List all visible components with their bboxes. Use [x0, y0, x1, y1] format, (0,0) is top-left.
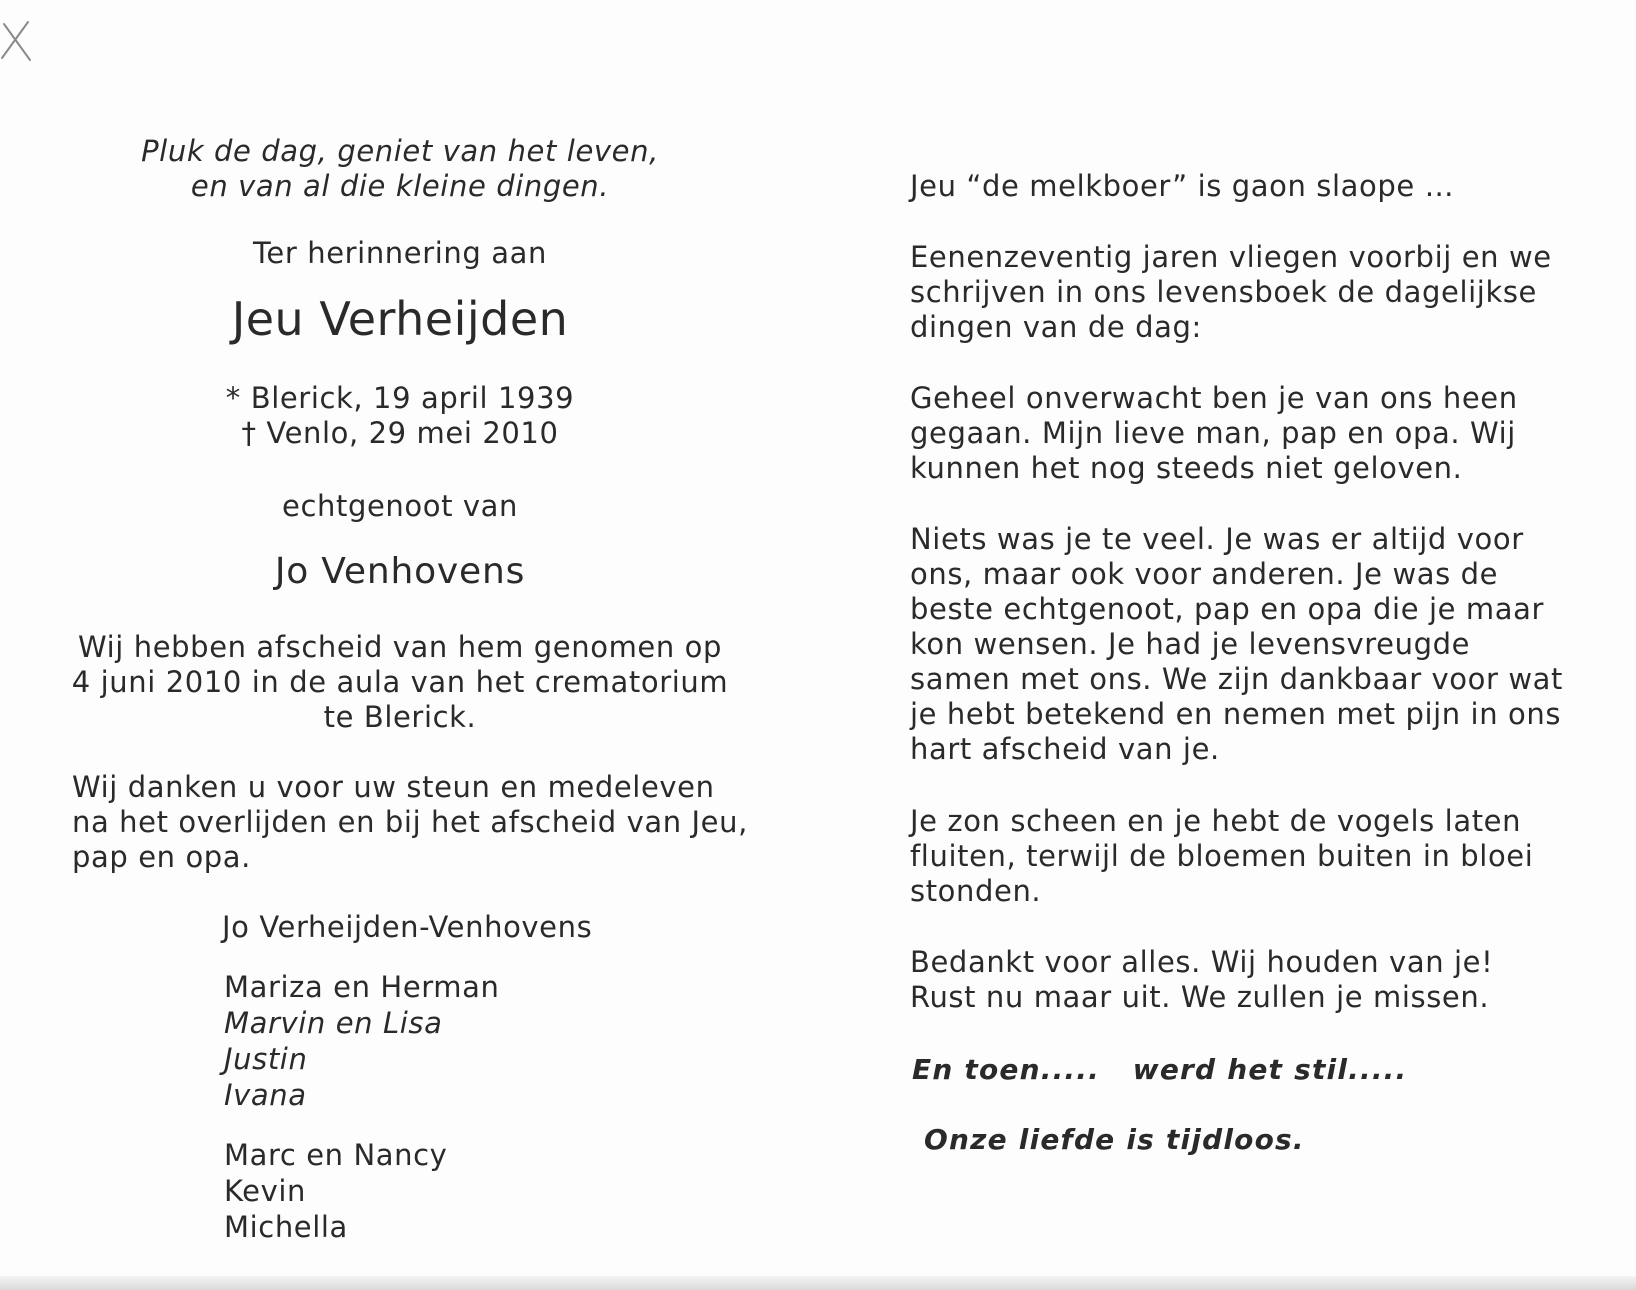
- handwritten-x-mark: [0, 18, 34, 64]
- para3-line: kon wensen. Je had je levensvreugde: [910, 627, 1471, 661]
- family-member: Michella: [224, 1210, 348, 1244]
- family-member: Marvin en Lisa: [224, 1006, 443, 1040]
- family-member: Marc en Nancy: [224, 1138, 448, 1172]
- thanks-line-3: pap en opa.: [72, 840, 251, 874]
- family-member: Justin: [224, 1042, 308, 1076]
- para3-line: Niets was je te veel. Je was er altijd voor: [910, 522, 1524, 556]
- quote-line-1: Pluk de dag, geniet van het leven,: [141, 134, 659, 168]
- family-member: Ivana: [224, 1078, 307, 1112]
- quote-line-2: en van al die kleine dingen.: [190, 169, 610, 203]
- closing-line-2: Onze liefde is tijdloos.: [924, 1123, 1305, 1156]
- spouse-name: Jo Venhovens: [274, 551, 526, 592]
- para2-line: gegaan. Mijn lieve man, pap en opa. Wij: [910, 416, 1516, 450]
- thanks-line-2: na het overlijden en bij het afscheid van Jeu,: [72, 805, 748, 839]
- thanks-line-1: Wij danken u voor uw steun en medeleven: [72, 770, 715, 804]
- para5-line: Bedankt voor alles. Wij houden van je!: [910, 945, 1494, 979]
- family-member: Kevin: [224, 1174, 307, 1208]
- opening-line: Jeu “de melkboer” is gaon slaope …: [910, 169, 1455, 203]
- intro-text: Ter herinnering aan: [253, 236, 547, 270]
- para4-line: fluiten, terwijl de bloemen buiten in bloei: [910, 839, 1534, 873]
- para4-line: Je zon scheen en je hebt de vogels laten: [910, 804, 1522, 838]
- birth-date: * Blerick, 19 april 1939: [225, 381, 575, 415]
- para4-line: stonden.: [910, 874, 1042, 908]
- para1-line: schrijven in ons levensboek de dagelijkse: [910, 275, 1537, 309]
- farewell-line-2: 4 juni 2010 in de aula van het crematorium: [71, 665, 729, 699]
- para2-line: Geheel onverwacht ben je van ons heen: [910, 381, 1518, 415]
- para3-line: hart afscheid van je.: [910, 732, 1220, 766]
- para2-line: kunnen het nog steeds niet geloven.: [910, 451, 1463, 485]
- farewell-line-1: Wij hebben afscheid van hem genomen op: [77, 630, 723, 664]
- farewell-line-3: te Blerick.: [323, 700, 477, 734]
- family-member: Mariza en Herman: [224, 970, 500, 1004]
- para3-line: samen met ons. We zijn dankbaar voor wat: [910, 662, 1563, 696]
- para1-line: dingen van de dag:: [910, 310, 1202, 344]
- para3-line: ons, maar ook voor anderen. Je was de: [910, 557, 1499, 591]
- para1-line: Eenenzeventig jaren vliegen voorbij en we: [910, 240, 1552, 274]
- para3-line: je hebt betekend en nemen met pijn in ons: [910, 697, 1562, 731]
- death-date: † Venlo, 29 mei 2010: [241, 416, 559, 450]
- deceased-name: Jeu Verheijden: [231, 292, 569, 346]
- para3-line: beste echtgenoot, pap en opa die je maar: [910, 592, 1544, 626]
- closing-line-1: En toen..... werd het stil.....: [912, 1053, 1408, 1086]
- para5-line: Rust nu maar uit. We zullen je missen.: [910, 980, 1490, 1014]
- spouse-intro: echtgenoot van: [282, 489, 518, 523]
- family-widow: Jo Verheijden-Venhovens: [222, 910, 593, 944]
